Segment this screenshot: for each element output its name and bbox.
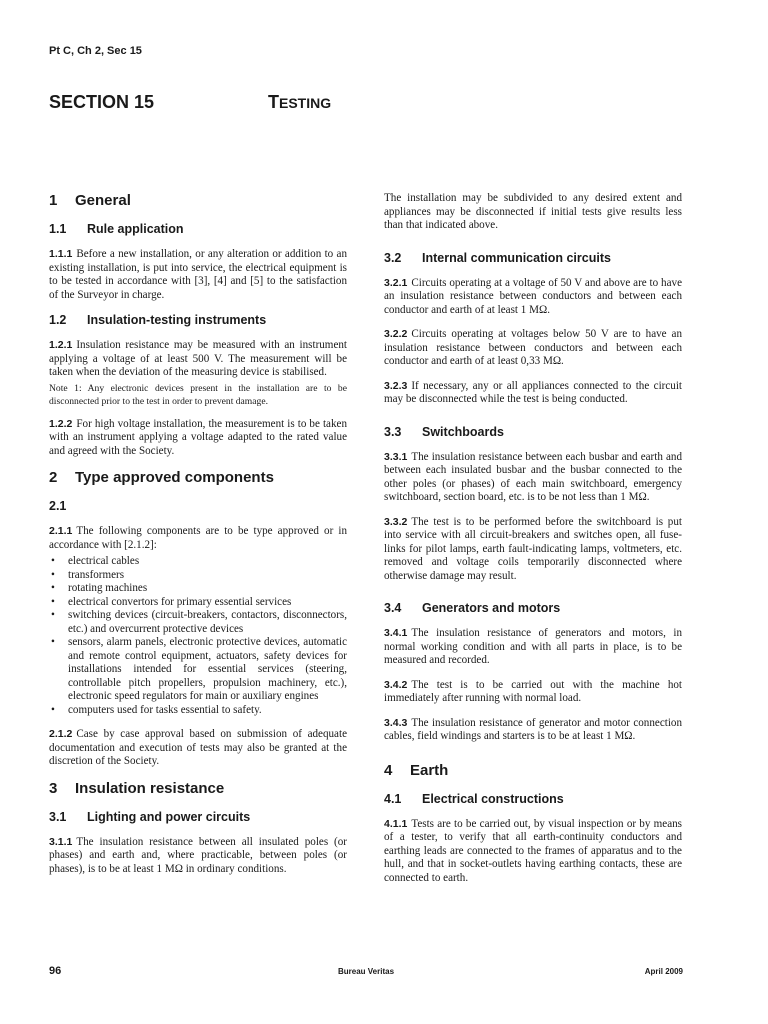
heading-text: General [75, 192, 131, 209]
heading-number: 3.4 [384, 601, 402, 615]
heading-text: Switchboards [422, 424, 504, 439]
bullet-icon: • [51, 609, 55, 621]
paragraph-text: Before a new installation, or any alteration or addition to an existing installation, is put into service, the electrical equipment is to be tested in accordance with [3], [4] and [5] to the satisfaction of the Surveyor in charge. [49, 248, 347, 301]
heading-text: Insulation resistance [75, 779, 225, 797]
list-item-text: electrical convertors for primary essential services [68, 595, 292, 608]
bullet-icon: • [51, 568, 55, 581]
list-item [49, 636, 347, 704]
list-item [49, 609, 347, 636]
left-column [49, 192, 347, 887]
paragraph-3-4-2 [384, 679, 682, 706]
heading-4 [384, 762, 682, 780]
paragraph-number: 4.1.1 [384, 817, 408, 830]
heading-text: Rule application [87, 222, 184, 236]
running-head: Pt C, Ch 2, Sec 15 [49, 45, 142, 57]
list-item-text: switching devices (circuit-breakers, contactors, disconnectors, etc.) and overcurrent protective devices [68, 609, 347, 635]
paragraph-text: The insulation resistance between all insulated poles (or phases) and earth and, where practicable, between poles (or phases), is to be at least 1 MΩ in ordinary conditions. [49, 835, 347, 875]
paragraph-number: 3.4.2 [384, 678, 408, 691]
heading-number: 3.2 [384, 250, 402, 265]
list-item-text: computers used for tasks essential to safety. [68, 703, 262, 716]
paragraph-number: 3.2.1 [384, 276, 408, 289]
paragraph-4-1-1 [384, 818, 682, 886]
list-item [49, 569, 347, 583]
list-item-text: electrical cables [68, 555, 140, 567]
paragraph-2-1-1 [49, 525, 347, 552]
bullet-icon: • [51, 582, 55, 594]
list-item-text: sensors, alarm panels, electronic protective devices, automatic and remote control equipment, actuators, safety devices for installations intended for essential services (steering, controllable pitch propellers, propulsion machinery, etc.), electronic speed regulators for main or auxiliary engines [68, 636, 347, 702]
paragraph-text: For high voltage installation, the measurement is to be taken with an instrument applying a voltage adapted to the rated value and agreed with the Society. [49, 417, 347, 457]
paragraph-text: Circuits operating at a voltage of 50 V and above are to have an insulation resistance between conductors and between each conductor and earth of at least 1 MΩ. [384, 276, 682, 316]
heading-text: Lighting and power circuits [87, 809, 251, 824]
heading-number: 4.1 [384, 791, 402, 806]
paragraph-text: The insulation resistance of generators and motors, in normal working condition and with all parts in place, is to be measured and recorded. [384, 627, 682, 666]
section-name-initial: T [268, 92, 279, 112]
heading-3-3 [384, 425, 682, 440]
list-item-text: transformers [68, 568, 125, 581]
heading-4-1 [384, 792, 682, 807]
heading-number: 2.1 [49, 499, 67, 513]
paragraph-number: 3.1.1 [49, 835, 73, 848]
paragraph-text: Case by case approval based on submission of adequate documentation and execution of tests may also be granted at the discretion of the Society. [49, 728, 347, 767]
paragraph-text: Insulation resistance may be measured with an instrument applying a voltage of at least 500 V. The measurement will be taken when the deviation of the measuring device is stabilised. [49, 339, 347, 378]
note-1: Note 1: Any electronic devices present in the installation are to be disconnected prior to the test in order to prevent damage. [49, 382, 347, 407]
bullet-icon: • [51, 595, 55, 608]
heading-text: Insulation-testing instruments [87, 313, 267, 327]
heading-3 [49, 780, 347, 798]
heading-number: 2 [49, 469, 58, 486]
heading-number: 3 [49, 779, 58, 797]
heading-text: Generators and motors [422, 601, 561, 615]
paragraph-text: The test is to be performed before the switchboard is put into service with all circuit-breakers and switches open, all fuse-links for pilot lamps, earth fault-indicating lamps, voltmeters, etc. removed and voltage coils temporarily disconnected where otherwise damage may result. [384, 515, 682, 582]
heading-1-2 [49, 313, 347, 328]
paragraph-number: 3.4.3 [384, 716, 408, 729]
list-item [49, 596, 347, 610]
heading-number: 3.1 [49, 809, 67, 824]
heading-2 [49, 469, 347, 487]
heading-3-4 [384, 601, 682, 616]
heading-text: Internal communication circuits [422, 250, 611, 265]
heading-number: 4 [384, 761, 393, 779]
paragraph-3-3-2 [384, 516, 682, 584]
heading-3-1 [49, 810, 347, 825]
paragraph-text: Tests are to be carried out, by visual inspection or by means of a tester, to verify that all earth-continuity conductors and earthing leads are connected to the frames of apparatus and to the hull, and that in socket-outlets having earthing contacts, these are connected to earth. [384, 817, 682, 884]
heading-3-2 [384, 251, 682, 266]
heading-1 [49, 192, 347, 210]
list-item-text: rotating machines [68, 582, 148, 594]
paragraph-3-2-2 [384, 328, 682, 369]
bullet-icon: • [51, 636, 55, 648]
paragraph-number: 3.2.3 [384, 379, 408, 392]
paragraph-number: 3.2.2 [384, 328, 408, 340]
paragraph-number: 1.2.1 [49, 339, 73, 351]
paragraph-text: The insulation resistance between each busbar and earth and between each insulated busbar and the busbar connected to the other poles (or phases) of each main switchboard, emergency switchboard, section board, etc. is to be not less than 1 MΩ. [384, 450, 682, 503]
paragraph-3-4-1 [384, 627, 682, 668]
bullet-icon: • [51, 703, 55, 716]
paragraph-number: 1.1.1 [49, 248, 73, 260]
heading-number: 1.1 [49, 222, 67, 236]
paragraph-1-2-2 [49, 418, 347, 459]
paragraph-1-1-1 [49, 248, 347, 302]
paragraph-continued: The installation may be subdivided to any desired extent and appliances may be disconnected if initial tests give results less than that indicated above. [384, 192, 682, 231]
paragraph-number: 3.3.2 [384, 515, 408, 528]
heading-number: 1.2 [49, 313, 67, 327]
paragraph-text: The test is to be carried out with the machine hot immediately after running with normal load. [384, 678, 682, 704]
section-name [268, 92, 331, 112]
paragraph-3-3-1 [384, 451, 682, 505]
section-number: SECTION 15 [49, 92, 155, 112]
publisher-name: Bureau Veritas [337, 967, 395, 976]
paragraph-text: Circuits operating at voltages below 50 V are to have an insulation resistance between conductors and between each conductor and earth of at least 0,33 MΩ. [384, 328, 682, 367]
bullet-icon: • [51, 555, 55, 567]
heading-1-1 [49, 222, 347, 237]
paragraph-2-1-2 [49, 728, 347, 769]
heading-2-1 [49, 499, 347, 514]
heading-number: 3.3 [384, 424, 402, 439]
heading-text: Electrical constructions [422, 791, 564, 806]
paragraph-1-2-1 [49, 339, 347, 380]
paragraph-text: The following components are to be type approved or in accordance with [2.1.2]: [49, 525, 347, 551]
publication-date: April 2009 [644, 967, 683, 976]
page-number: 96 [49, 965, 62, 977]
section-name-rest: ESTING [279, 95, 332, 111]
paragraph-text: The insulation resistance of generator and motor connection cables, field windings and starters is to be at least 1 MΩ. [384, 716, 682, 742]
list-item [49, 582, 347, 596]
paragraph-text: If necessary, any or all appliances connected to the circuit may be disconnected while the test is being conducted. [384, 379, 682, 405]
right-column [384, 192, 682, 896]
paragraph-number: 2.1.2 [49, 728, 73, 740]
heading-text: Type approved components [75, 469, 274, 486]
paragraph-3-1-1 [49, 836, 347, 877]
paragraph-number: 1.2.2 [49, 417, 73, 430]
heading-number: 1 [49, 192, 58, 209]
list-item [49, 704, 347, 718]
component-list [49, 555, 347, 717]
paragraph-number: 3.4.1 [384, 627, 408, 639]
list-item [49, 555, 347, 569]
section-title [49, 92, 729, 113]
paragraph-3-4-3 [384, 717, 682, 744]
paragraph-3-2-3 [384, 380, 682, 407]
heading-text: Earth [410, 761, 449, 779]
paragraph-3-2-1 [384, 277, 682, 318]
paragraph-number: 3.3.1 [384, 450, 408, 463]
paragraph-number: 2.1.1 [49, 525, 73, 537]
